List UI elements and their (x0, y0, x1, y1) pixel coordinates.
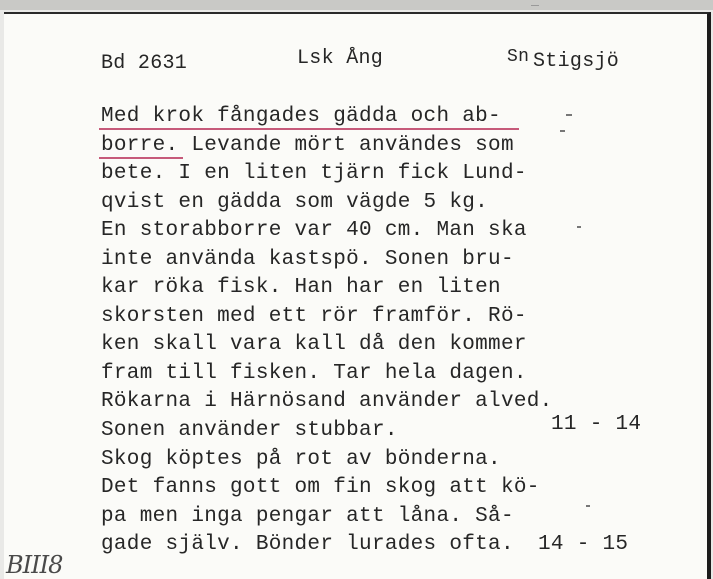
parish-name: Stigsjö (533, 50, 620, 73)
text-line-4: qvist en gädda som vägde 5 kg. (101, 191, 489, 214)
scan-top-edge (0, 0, 713, 10)
page-ref-1: 11 - 14 (551, 413, 642, 436)
margin-handwritten-note: BIII8 (6, 551, 63, 579)
text-line-8: skorsten med ett rör framför. Rö- (101, 305, 527, 328)
text-line-6: inte använda kastspö. Sonen bru- (101, 248, 514, 271)
speck-mark (566, 114, 572, 116)
text-line-16: gade själv. Bönder lurades ofta. (101, 533, 514, 556)
text-line-5: En storabborre var 40 cm. Man ska (101, 219, 527, 242)
speck-mark (586, 505, 590, 507)
text-line-11: Rökarna i Härnösand använder alved. (101, 390, 553, 413)
text-line-14: Det fanns gott om fin skog att kö- (101, 476, 540, 499)
text-line-13: Skog köptes på rot av bönderna. (101, 448, 501, 471)
speck-mark (577, 226, 581, 228)
text-line-12: Sonen använder stubbar. (101, 419, 398, 442)
text-line-2: borre. Levande mört användes som (101, 134, 514, 157)
text-line-1: Med krok fångades gädda och ab- (101, 105, 501, 128)
red-underline-1 (99, 128, 519, 130)
speck-mark (531, 5, 539, 6)
text-line-3: bete. I en liten tjärn fick Lund- (101, 162, 527, 185)
location-code: Lsk Ång (297, 47, 384, 70)
page-ref-2: 14 - 15 (538, 533, 629, 556)
card-number: Bd 2631 (101, 52, 188, 75)
text-line-15: pa men inga pengar att låna. Så- (101, 505, 514, 528)
text-line-10: fram till fisken. Tar hela dagen. (101, 362, 527, 385)
text-line-9: ken skall vara kall då den kommer (101, 333, 527, 356)
sn-prefix: Sn (507, 47, 530, 67)
text-line-7: kar röka fisk. Han har en liten (101, 276, 501, 299)
red-underline-2 (99, 157, 183, 159)
speck-mark (560, 130, 565, 132)
